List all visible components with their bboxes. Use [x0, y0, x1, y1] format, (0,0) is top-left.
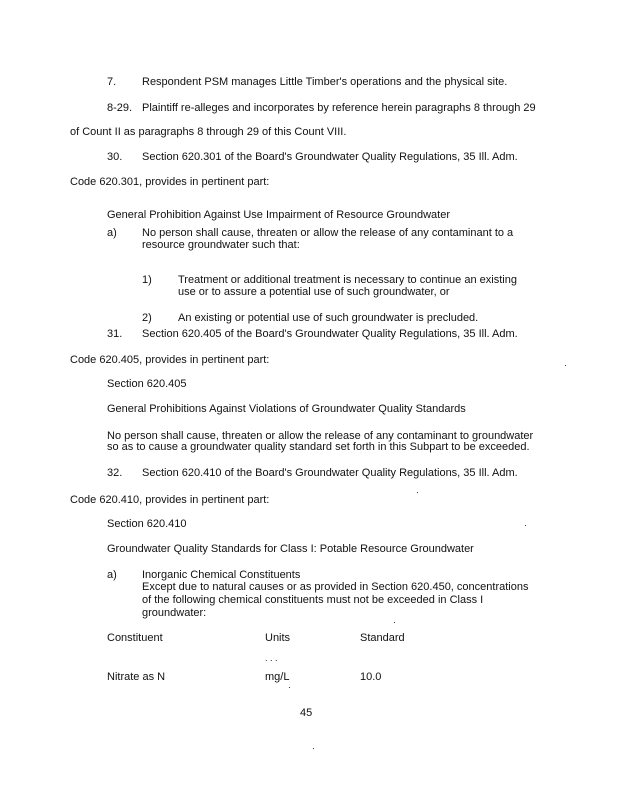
table-cell: Nitrate as N — [107, 671, 166, 683]
quote-section: Section 620.405 — [107, 378, 187, 390]
paragraph-number: 31. — [107, 328, 123, 340]
quote-subheading: Inorganic Chemical Constituents — [142, 569, 301, 581]
paragraph-number: 30. — [107, 151, 123, 163]
table-ellipsis: . . . — [265, 653, 278, 663]
paragraph-number: 8-29. — [107, 102, 133, 114]
quote-text: resource groundwater such that: — [142, 239, 300, 251]
scan-speck — [394, 622, 395, 623]
scan-speck — [417, 492, 418, 493]
paragraph-text: Code 620.410, provides in pertinent part: — [70, 494, 270, 506]
quote-section: Section 620.410 — [107, 518, 187, 530]
paragraph-text: Section 620.405 of the Board's Groundwater Quality Regulations, 35 Ill. Adm. — [142, 328, 518, 340]
quote-text: No person shall cause, threaten or allow the release of any contaminant to a — [142, 227, 514, 239]
paragraph-text: Section 620.301 of the Board's Groundwater Quality Regulations, 35 Ill. Adm. — [142, 151, 518, 163]
quote-text: An existing or potential use of such groundwater is precluded. — [178, 312, 479, 324]
paragraph-number: 7. — [107, 76, 117, 88]
list-label: 2) — [142, 312, 152, 324]
paragraph-text: of Count II as paragraphs 8 through 29 of this Count VIII. — [70, 126, 347, 138]
page-number: 45 — [300, 707, 313, 719]
scan-speck — [313, 748, 314, 749]
table-header-constituent: Constituent — [107, 632, 163, 644]
paragraph-number: 32. — [107, 467, 123, 479]
quote-text: groundwater: — [142, 607, 207, 619]
quote-text: Except due to natural causes or as provided in Section 620.450, concentrations — [142, 581, 529, 593]
list-label: a) — [107, 227, 117, 239]
scan-speck — [525, 525, 526, 526]
list-label: a) — [107, 569, 117, 581]
scan-speck — [289, 687, 290, 688]
quote-text: No person shall cause, threaten or allow the release of any contaminant to groundwater — [107, 430, 534, 442]
paragraph-text: Code 620.301, provides in pertinent part: — [70, 176, 270, 188]
quote-text: use or to assure a potential use of such groundwater, or — [178, 286, 450, 298]
quote-heading: General Prohibition Against Use Impairment of Resource Groundwater — [107, 209, 451, 221]
table-header-standard: Standard — [360, 632, 405, 644]
quote-heading: General Prohibitions Against Violations of Groundwater Quality Standards — [107, 403, 466, 415]
list-label: 1) — [142, 274, 152, 286]
paragraph-text: Plaintiff re-alleges and incorporates by reference herein paragraphs 8 through 29 — [142, 102, 536, 114]
quote-heading: Groundwater Quality Standards for Class I: Potable Resource Groundwater — [107, 543, 474, 555]
quote-text: of the following chemical constituents must not be exceeded in Class I — [142, 594, 484, 606]
table-header-units: Units — [265, 632, 291, 644]
scan-speck — [565, 365, 566, 366]
paragraph-text: Code 620.405, provides in pertinent part: — [70, 354, 270, 366]
table-cell: mg/L — [265, 671, 290, 683]
quote-text: so as to cause a groundwater quality standard set forth in this Subpart to be exceeded. — [107, 441, 530, 453]
table-cell: 10.0 — [360, 671, 382, 683]
quote-text: Treatment or additional treatment is necessary to continue an existing — [178, 274, 517, 286]
paragraph-text: Respondent PSM manages Little Timber's operations and the physical site. — [142, 76, 508, 88]
paragraph-text: Section 620.410 of the Board's Groundwater Quality Regulations, 35 Ill. Adm. — [142, 467, 518, 479]
